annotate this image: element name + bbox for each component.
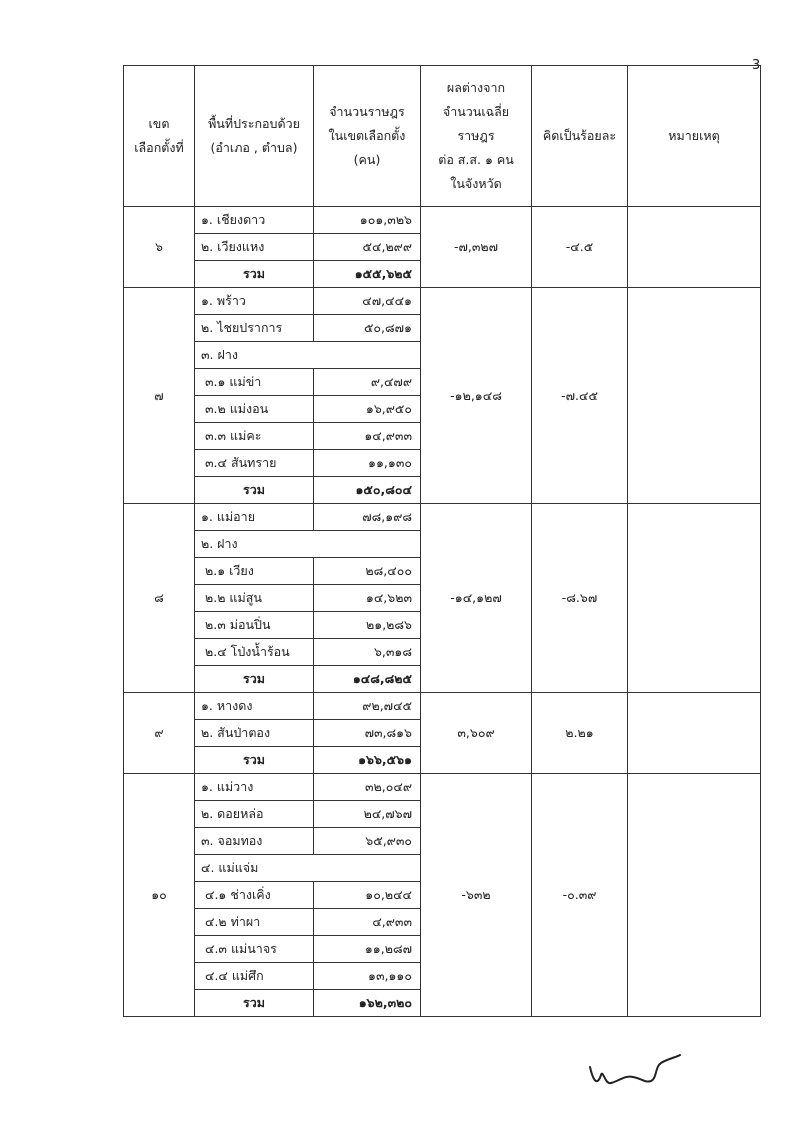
total-label: รวม bbox=[195, 477, 314, 504]
population-value: ๑๔,๖๒๓ bbox=[314, 585, 421, 612]
area-name: ๔.๔ แม่ศึก bbox=[195, 963, 314, 990]
area-name: ๑. เชียงดาว bbox=[195, 207, 314, 234]
difference-value: -๗,๓๒๗ bbox=[421, 207, 532, 288]
difference-value: ๓,๖๐๙ bbox=[421, 693, 532, 774]
table-row bbox=[124, 693, 761, 720]
population-value: ๒๔,๗๖๗ bbox=[314, 801, 421, 828]
difference-value: -๖๓๒ bbox=[421, 774, 532, 1017]
district-number: ๖ bbox=[124, 207, 195, 288]
difference-value: -๑๔,๑๒๗ bbox=[421, 504, 532, 693]
total-value: ๑๕๕,๖๒๕ bbox=[314, 261, 421, 288]
total-label: รวม bbox=[195, 747, 314, 774]
population-value: ๒๑,๒๘๖ bbox=[314, 612, 421, 639]
table-row bbox=[124, 504, 761, 531]
percent-value: -๔.๕ bbox=[532, 207, 628, 288]
header-remark: หมายเหตุ bbox=[628, 66, 761, 207]
header-difference: ผลต่างจาก จำนวนเฉลี่ย ราษฎร ต่อ ส.ส. ๑ คน ในจังหวัด bbox=[421, 66, 532, 207]
percent-value: -๗.๔๕ bbox=[532, 288, 628, 504]
population-value: ๑๐,๒๔๔ bbox=[314, 882, 421, 909]
table-header-row bbox=[124, 66, 761, 207]
total-value: ๑๖๖,๕๖๑ bbox=[314, 747, 421, 774]
population-value: ๑๐๑,๓๒๖ bbox=[314, 207, 421, 234]
district-number: ๘ bbox=[124, 504, 195, 693]
population-value: ๑๔,๙๓๓ bbox=[314, 423, 421, 450]
total-label: รวม bbox=[195, 666, 314, 693]
district-number: ๗ bbox=[124, 288, 195, 504]
area-name: ๒. สันป่าตอง bbox=[195, 720, 314, 747]
table-row bbox=[124, 207, 761, 234]
area-name: ๒.๒ แม่สูน bbox=[195, 585, 314, 612]
area-name: ๔.๑ ช่างเคิ่ง bbox=[195, 882, 314, 909]
area-name: ๔. แม่แจ่ม bbox=[195, 855, 421, 882]
area-name: ๓.๔ สันทราย bbox=[195, 450, 314, 477]
total-value: ๑๕๐,๘๐๔ bbox=[314, 477, 421, 504]
signature bbox=[585, 1045, 685, 1095]
area-name: ๓.๑ แม่ข่า bbox=[195, 369, 314, 396]
area-name: ๒. ดอยหล่อ bbox=[195, 801, 314, 828]
page-number: 3 bbox=[752, 58, 761, 73]
area-name: ๓.๓ แม่คะ bbox=[195, 423, 314, 450]
population-value: ๓๒,๐๔๙ bbox=[314, 774, 421, 801]
area-name: ๔.๓ แม่นาจร bbox=[195, 936, 314, 963]
area-name: ๓. ฝาง bbox=[195, 342, 421, 369]
population-value: ๗๘,๑๙๘ bbox=[314, 504, 421, 531]
percent-value: -๘.๖๗ bbox=[532, 504, 628, 693]
remark-cell bbox=[628, 693, 761, 774]
population-value: ๒๘,๔๐๐ bbox=[314, 558, 421, 585]
area-name: ๑. แม่อาย bbox=[195, 504, 314, 531]
remark-cell bbox=[628, 288, 761, 504]
population-value: ๔,๙๓๓ bbox=[314, 909, 421, 936]
total-label: รวม bbox=[195, 261, 314, 288]
population-value: ๔๗,๔๔๑ bbox=[314, 288, 421, 315]
district-number: ๑๐ bbox=[124, 774, 195, 1017]
percent-value: ๒.๒๑ bbox=[532, 693, 628, 774]
total-value: ๑๔๘,๘๒๕ bbox=[314, 666, 421, 693]
election-district-table bbox=[123, 65, 761, 1017]
remark-cell bbox=[628, 774, 761, 1017]
area-name: ๒.๓ ม่อนปิ่น bbox=[195, 612, 314, 639]
area-name: ๓. จอมทอง bbox=[195, 828, 314, 855]
population-value: ๑๖,๙๕๐ bbox=[314, 396, 421, 423]
area-name: ๑. พร้าว bbox=[195, 288, 314, 315]
area-name: ๑. แม่วาง bbox=[195, 774, 314, 801]
header-percent: คิดเป็นร้อยละ bbox=[532, 66, 628, 207]
population-value: ๕๔,๒๙๙ bbox=[314, 234, 421, 261]
total-label: รวม bbox=[195, 990, 314, 1017]
remark-cell bbox=[628, 504, 761, 693]
total-value: ๑๖๒,๓๒๐ bbox=[314, 990, 421, 1017]
population-value: ๑๓,๑๑๐ bbox=[314, 963, 421, 990]
area-name: ๒. ไชยปราการ bbox=[195, 315, 314, 342]
area-name: ๒. เวียงแหง bbox=[195, 234, 314, 261]
area-name: ๔.๒ ท่าผา bbox=[195, 909, 314, 936]
area-name: ๒.๔ โป่งน้ำร้อน bbox=[195, 639, 314, 666]
population-value: ๙๒,๗๔๕ bbox=[314, 693, 421, 720]
area-name: ๒. ฝาง bbox=[195, 531, 421, 558]
area-name: ๒.๑ เวียง bbox=[195, 558, 314, 585]
header-area: พื้นที่ประกอบด้วย (อำเภอ , ตำบล) bbox=[195, 66, 314, 207]
difference-value: -๑๒,๑๔๘ bbox=[421, 288, 532, 504]
population-value: ๗๓,๘๑๖ bbox=[314, 720, 421, 747]
area-name: ๓.๒ แม่งอน bbox=[195, 396, 314, 423]
population-value: ๕๐,๘๗๑ bbox=[314, 315, 421, 342]
population-value: ๖๕,๙๓๐ bbox=[314, 828, 421, 855]
population-value: ๙,๔๗๙ bbox=[314, 369, 421, 396]
district-number: ๙ bbox=[124, 693, 195, 774]
population-value: ๑๑,๑๓๐ bbox=[314, 450, 421, 477]
table-row bbox=[124, 774, 761, 801]
area-name: ๑. หางดง bbox=[195, 693, 314, 720]
table-row bbox=[124, 288, 761, 315]
header-population: จำนวนราษฎร ในเขตเลือกตั้ง (คน) bbox=[314, 66, 421, 207]
remark-cell bbox=[628, 207, 761, 288]
population-value: ๑๑,๒๘๗ bbox=[314, 936, 421, 963]
header-district: เขต เลือกตั้งที่ bbox=[124, 66, 195, 207]
percent-value: -๐.๓๙ bbox=[532, 774, 628, 1017]
population-value: ๖,๓๑๘ bbox=[314, 639, 421, 666]
